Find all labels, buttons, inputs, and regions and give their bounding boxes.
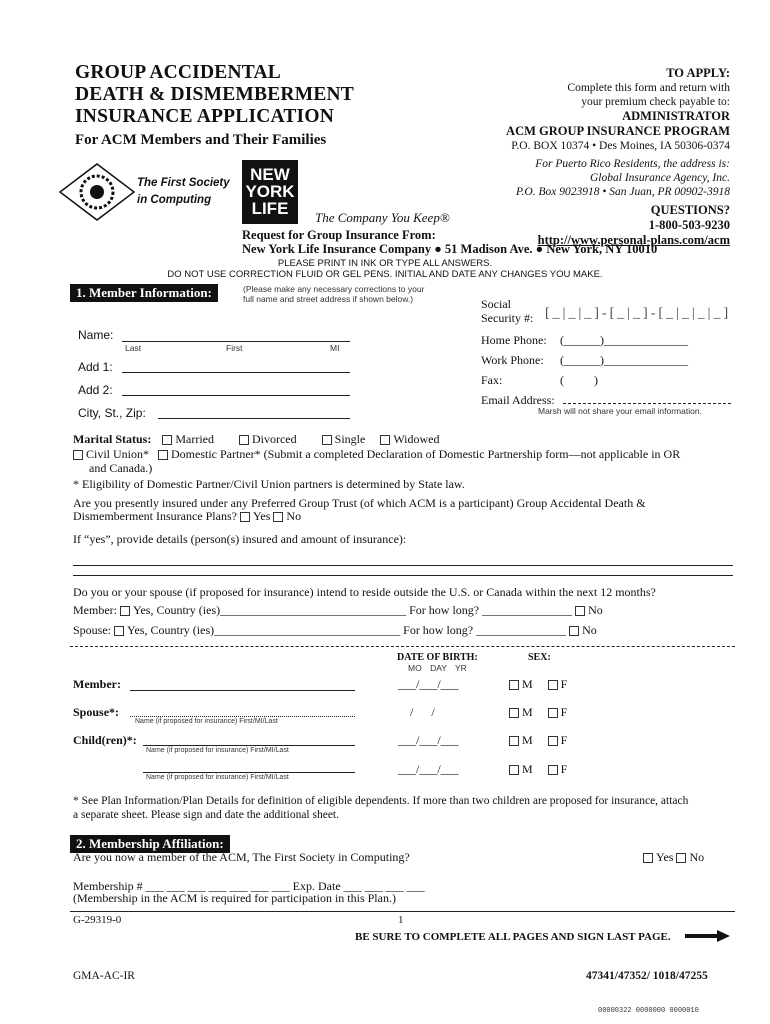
spouse-reside-row: Spouse: Yes, Country (ies)_______________________________ For how long? _______________ No	[73, 623, 597, 637]
domestic-partner-checkbox[interactable]	[158, 450, 168, 460]
form-id: GMA-AC-IR	[73, 970, 135, 982]
spouse-sex: M F	[509, 705, 567, 720]
child1-name-field[interactable]	[143, 745, 355, 746]
first-hint: First	[226, 343, 243, 353]
member-sex: M F	[509, 677, 567, 692]
member-no-checkbox-2[interactable]	[676, 853, 686, 863]
eligibility-note: * Eligibility of Domestic Partner/Civil Union partners is determined by State law.	[73, 477, 465, 491]
city-field[interactable]	[158, 418, 350, 419]
membership-answer: Yes No	[643, 850, 704, 865]
details-label: If “yes”, provide details (person(s) insured and amount of insurance):	[73, 532, 407, 546]
insured-question: Are you presently insured under any Preferred Group Trust (of which ACM is a participant) Group Accidental Death & Dismemberment Insurance Plans? Yes No	[73, 496, 646, 523]
home-phone-label: Home Phone:	[481, 333, 547, 347]
membership-question: Are you now a member of the ACM, The First Society in Computing?	[73, 850, 410, 864]
spouse-no-checkbox[interactable]	[569, 626, 579, 636]
apply-instructions: TO APPLY: Complete this form and return with your premium check payable to: ADMINISTRATOR ACM GROUP INSURANCE PROGRAM P.O. BOX 10374 • Des Moines, IA 50306-0374 For Puerto Rico Residents, the address is: Global Insurance Agency, Inc. P.O. Box 9023918 • San Juan, PR 00902-3918 QUESTIONS? 1-800-503-9230 http://www.personal-plans.com/acm	[506, 66, 730, 247]
section1-heading: 1. Member Information:	[70, 284, 218, 302]
fax-label: Fax:	[481, 373, 503, 387]
work-phone-field[interactable]: (______)______________	[560, 353, 688, 367]
child1-sex: M F	[509, 733, 567, 748]
website-link[interactable]: http://www.personal-plans.com/acm	[537, 233, 730, 247]
child2-hint: Name (if proposed for insurance) First/MI/Last	[146, 774, 289, 781]
child2-dob-field[interactable]: ___/___/___	[398, 762, 459, 776]
add2-label: Add 2:	[78, 383, 113, 397]
form-title: GROUP ACCIDENTAL DEATH & DISMEMBERMENT INSURANCE APPLICATION	[75, 62, 355, 127]
name-field[interactable]	[122, 341, 350, 342]
fax-field[interactable]: ( )	[560, 373, 598, 387]
dob-heading: DATE OF BIRTH:	[397, 652, 478, 663]
child1-m-checkbox[interactable]	[509, 736, 519, 746]
add1-label: Add 1:	[78, 360, 113, 374]
email-note: Marsh will not share your email information.	[538, 406, 702, 416]
acm-diamond-logo	[58, 162, 136, 222]
member-dob-field[interactable]: ___/___/___	[398, 677, 459, 691]
request-heading: Request for Group Insurance From: New York Life Insurance Company ● 51 Madison Ave. ● New York, NY 10010	[242, 228, 658, 256]
tagline: The Company You Keep®	[315, 210, 450, 225]
new-york-life-logo: NEW YORK LIFE	[242, 160, 298, 224]
child2-sex: M F	[509, 762, 567, 777]
print-note: PLEASE PRINT IN INK OR TYPE ALL ANSWERS.	[277, 258, 493, 269]
spouse-dob-field[interactable]: / /	[398, 705, 435, 719]
add1-field[interactable]	[122, 372, 350, 373]
email-field[interactable]	[563, 403, 731, 404]
details-field-1[interactable]	[73, 565, 733, 566]
last-hint: Last	[125, 343, 142, 353]
insured-no-checkbox[interactable]	[273, 512, 283, 522]
membership-note: (Membership in the ACM is required for participation in this Plan.)	[73, 891, 396, 905]
single-checkbox[interactable]	[322, 435, 332, 445]
member-no-checkbox[interactable]	[575, 606, 585, 616]
spouse-m-checkbox[interactable]	[509, 708, 519, 718]
child1-dob-field[interactable]: ___/___/___	[398, 733, 459, 747]
domestic-row: Civil Union* Domestic Partner* (Submit a completed Declaration of Domestic Partnership form—not applicable in OR and Canada.)	[73, 447, 738, 475]
member-reside-row: Member: Yes, Country (ies)_______________________________ For how long? _______________ No	[73, 603, 603, 617]
child1-hint: Name (if proposed for insurance) First/MI/Last	[146, 747, 289, 754]
member-row-label: Member:	[73, 677, 121, 691]
form-subtitle: For ACM Members and Their Families	[75, 132, 327, 148]
child2-name-field[interactable]	[143, 772, 355, 773]
email-label: Email Address:	[481, 393, 555, 407]
footer-divider	[70, 911, 735, 912]
dob-subhead: MO DAY YR	[408, 663, 467, 673]
spouse-hint: Name (if proposed for insurance) First/MI/Last	[135, 718, 278, 725]
sex-heading: SEX:	[528, 652, 551, 663]
details-field-2[interactable]	[73, 575, 733, 576]
name-label: Name:	[78, 328, 114, 342]
spouse-yes-checkbox[interactable]	[114, 626, 124, 636]
reside-question: Do you or your spouse (if proposed for insurance) intend to reside outside the U.S. or Canada within the next 12 months?	[73, 585, 656, 599]
ssn-label: Social Security #:	[481, 297, 534, 325]
section2-heading: 2. Membership Affiliation:	[70, 835, 230, 853]
civil-union-checkbox[interactable]	[73, 450, 83, 460]
child2-m-checkbox[interactable]	[509, 765, 519, 775]
member-f-checkbox[interactable]	[548, 680, 558, 690]
child1-f-checkbox[interactable]	[548, 736, 558, 746]
member-yes-checkbox[interactable]	[120, 606, 130, 616]
work-phone-label: Work Phone:	[481, 353, 544, 367]
form-code: G-29319-0	[73, 914, 122, 926]
right-arrow-icon	[685, 930, 730, 942]
city-label: City, St., Zip:	[78, 406, 146, 420]
divider	[70, 646, 735, 647]
barcode-text: 00000322 0000000 0000010	[598, 1007, 699, 1015]
dependents-footnote: * See Plan Information/Plan Details for definition of eligible dependents. If more than two children are proposed for insurance, attach a separate sheet. Please sign and date the additional sheet.	[73, 795, 689, 821]
divorced-checkbox[interactable]	[239, 435, 249, 445]
insured-yes-checkbox[interactable]	[240, 512, 250, 522]
marital-status-row: Marital Status: Married Divorced Single Widowed	[73, 432, 440, 446]
add2-field[interactable]	[122, 395, 350, 396]
member-m-checkbox[interactable]	[509, 680, 519, 690]
spouse-name-field[interactable]	[130, 716, 355, 717]
acm-logo-text: The First Society in Computing	[137, 177, 230, 206]
member-name-field[interactable]	[130, 690, 355, 691]
membership-number-field[interactable]: Membership # ___ ___ ___ ___ ___ ___ ___ Exp. Date ___ ___ ___ ___	[73, 879, 425, 893]
home-phone-field[interactable]: (______)______________	[560, 333, 688, 347]
children-row-label: Child(ren)*:	[73, 733, 137, 747]
spouse-row-label: Spouse*:	[73, 705, 120, 719]
widowed-checkbox[interactable]	[380, 435, 390, 445]
section1-note: (Please make any necessary corrections to your full name and street address if shown below.)	[243, 284, 425, 304]
correction-note: DO NOT USE CORRECTION FLUID OR GEL PENS. INITIAL AND DATE ANY CHANGES YOU MAKE.	[167, 269, 603, 280]
page-number: 1	[398, 914, 404, 926]
member-yes-checkbox-2[interactable]	[643, 853, 653, 863]
ssn-field[interactable]: [_|_|_]-[_|_]-[_|_|_|_]	[545, 306, 732, 321]
spouse-f-checkbox[interactable]	[548, 708, 558, 718]
mi-hint: MI	[330, 343, 340, 353]
child2-f-checkbox[interactable]	[548, 765, 558, 775]
form-numbers: 47341/47352/ 1018/47255	[586, 970, 708, 982]
sign-note: BE SURE TO COMPLETE ALL PAGES AND SIGN LAST PAGE.	[355, 931, 671, 943]
married-checkbox[interactable]	[162, 435, 172, 445]
